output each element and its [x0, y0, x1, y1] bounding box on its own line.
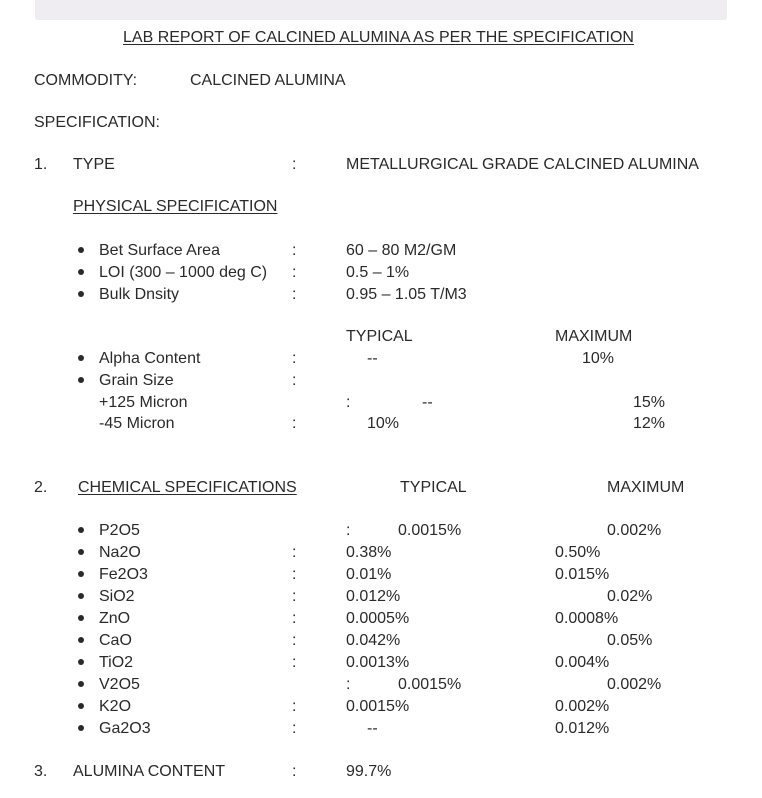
alumina-content-value: 99.7% [346, 763, 392, 780]
chemical-row-maximum: 0.004% [555, 654, 610, 671]
bullet [78, 527, 84, 533]
chemical-row-typical: 0.0015% [346, 698, 410, 715]
bullet [78, 291, 84, 297]
chemical-row-label: Na2O [99, 544, 141, 561]
report-title: LAB REPORT OF CALCINED ALUMINA AS PER THE SPECIFICATION [123, 29, 634, 46]
chemical-row-typical: 0.0005% [346, 610, 410, 627]
bullet [78, 615, 84, 621]
physical-spec-heading: PHYSICAL SPECIFICATION [73, 198, 278, 215]
chemical-row-label: V2O5 [99, 676, 140, 693]
specification-label: SPECIFICATION: [34, 114, 160, 131]
bullet [78, 681, 84, 687]
chemical-row-maximum: 0.002% [607, 522, 662, 539]
chemical-row-typical: 0.38% [346, 544, 392, 561]
grain-size-separator: : [292, 372, 297, 389]
chemical-row-separator: : [346, 676, 351, 693]
physical-item-label: Bet Surface Area [99, 242, 220, 259]
chemical-row-label: P2O5 [99, 522, 140, 539]
chemical-row-separator: : [292, 566, 297, 583]
physical-item-label: Bulk Dnsity [99, 286, 180, 303]
alumina-content-label: ALUMINA CONTENT [73, 763, 226, 780]
commodity-label: COMMODITY: [34, 72, 138, 89]
chemical-row-separator: : [292, 698, 297, 715]
physical-item-label: LOI (300 – 1000 deg C) [99, 264, 268, 281]
chemical-row-maximum: 0.02% [607, 588, 653, 605]
chemical-row-typical: 0.01% [346, 566, 392, 583]
chemical-spec-heading: CHEMICAL SPECIFICATIONS [78, 479, 297, 496]
alpha-content-typical: -- [367, 350, 378, 367]
bullet [78, 571, 84, 577]
physical-item-separator: : [292, 286, 297, 303]
commodity-value: CALCINED ALUMINA [190, 72, 346, 89]
bullet [78, 703, 84, 709]
chemical-number: 2. [34, 479, 48, 496]
chemical-typical-header: TYPICAL [400, 479, 467, 496]
chemical-row-maximum: 0.05% [607, 632, 653, 649]
chemical-row-typical: 0.0013% [346, 654, 410, 671]
type-value: METALLURGICAL GRADE CALCINED ALUMINA [346, 156, 699, 173]
bullet [78, 637, 84, 643]
bullet [78, 549, 84, 555]
grain-sub-separator: : [292, 415, 297, 432]
bullet [78, 269, 84, 275]
grain-sub-separator: : [346, 394, 351, 411]
bullet [78, 725, 84, 731]
grain-sub-typical: 10% [367, 415, 400, 432]
chemical-row-label: TiO2 [99, 654, 134, 671]
chemical-row-maximum: 0.0008% [555, 610, 619, 627]
chemical-row-typical: -- [367, 720, 378, 737]
type-separator: : [292, 156, 297, 173]
alpha-content-label: Alpha Content [99, 350, 201, 367]
chemical-row-typical: 0.0015% [398, 522, 462, 539]
chemical-row-maximum: 0.002% [607, 676, 662, 693]
grain-sub-label: +125 Micron [99, 394, 188, 411]
bullet [78, 247, 84, 253]
chemical-row-typical: 0.042% [346, 632, 401, 649]
chemical-row-typical: 0.012% [346, 588, 401, 605]
chemical-row-label: SiO2 [99, 588, 135, 605]
alpha-content-separator: : [292, 350, 297, 367]
grain-sub-label: -45 Micron [99, 415, 175, 432]
type-number: 1. [34, 156, 48, 173]
bullet [78, 659, 84, 665]
alpha-content-maximum: 10% [582, 350, 615, 367]
chemical-row-separator: : [292, 654, 297, 671]
chemical-row-separator: : [346, 522, 351, 539]
chemical-row-maximum: 0.015% [555, 566, 610, 583]
bullet [78, 355, 84, 361]
grain-size-label: Grain Size [99, 372, 174, 389]
chemical-row-label: ZnO [99, 610, 131, 627]
alumina-content-separator: : [292, 763, 297, 780]
chemical-row-separator: : [292, 610, 297, 627]
top-bar [35, 0, 727, 20]
chemical-row-label: CaO [99, 632, 132, 649]
grain-sub-maximum: 15% [633, 394, 666, 411]
grain-sub-maximum: 12% [633, 415, 666, 432]
chemical-row-separator: : [292, 588, 297, 605]
physical-item-separator: : [292, 242, 297, 259]
chemical-row-maximum: 0.002% [555, 698, 610, 715]
chemical-row-separator: : [292, 632, 297, 649]
grain-sub-typical: -- [422, 394, 433, 411]
chemical-row-maximum: 0.012% [555, 720, 610, 737]
physical-item-value: 0.5 – 1% [346, 264, 410, 281]
bullet [78, 593, 84, 599]
chemical-row-label: K2O [99, 698, 132, 715]
chemical-row-label: Fe2O3 [99, 566, 148, 583]
chemical-row-label: Ga2O3 [99, 720, 151, 737]
chemical-maximum-header: MAXIMUM [607, 479, 685, 496]
physical-typical-header: TYPICAL [346, 328, 413, 345]
physical-item-value: 60 – 80 M2/GM [346, 242, 457, 259]
chemical-row-typical: 0.0015% [398, 676, 462, 693]
chemical-row-separator: : [292, 544, 297, 561]
chemical-row-maximum: 0.50% [555, 544, 601, 561]
type-label: TYPE [73, 156, 115, 173]
physical-item-value: 0.95 – 1.05 T/M3 [346, 286, 467, 303]
chemical-row-separator: : [292, 720, 297, 737]
bullet [78, 377, 84, 383]
alumina-number: 3. [34, 763, 48, 780]
physical-item-separator: : [292, 264, 297, 281]
physical-maximum-header: MAXIMUM [555, 328, 633, 345]
